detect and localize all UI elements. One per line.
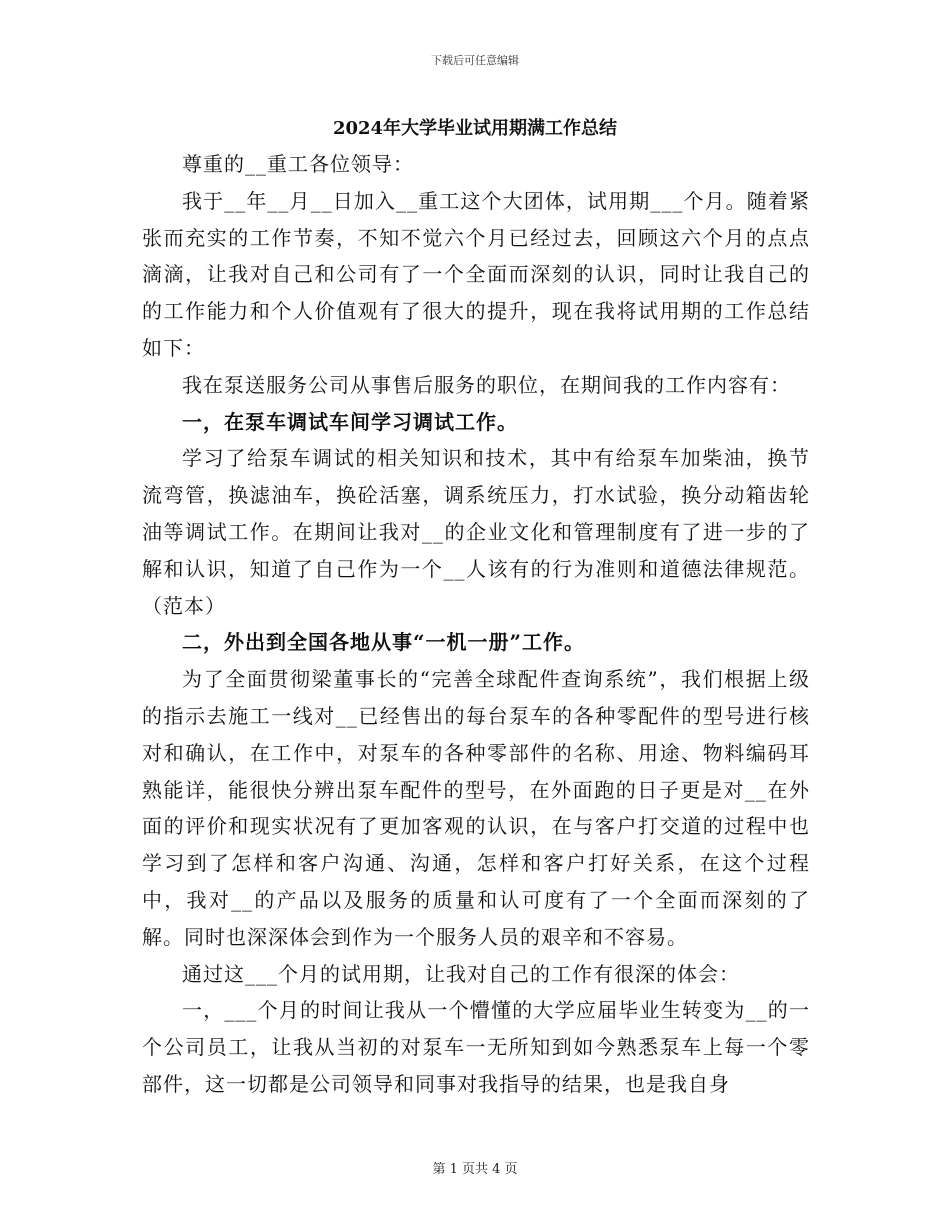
section-heading-2: 二，外出到全国各地从事“一机一册”工作。 [182, 630, 586, 655]
summary-intro-paragraph: 通过这___个月的试用期，让我对自己的工作有很深的体会： [182, 961, 740, 986]
job-paragraph: 我在泵送服务公司从事售后服务的职位，在期间我的工作内容有： [182, 372, 791, 397]
section-heading-1: 一，在泵车调试车间学习调试工作。 [182, 409, 518, 434]
document-body [142, 146, 810, 1103]
summary-point-1-paragraph: 一，___个月的时间让我从一个懵懂的大学应届毕业生转变为__的一个公司员工，让我从当初的对泵车一无所知到如今熟悉泵车上每一个零部件，这一切都是公司领导和同事对我指导的结果，也是我自身 [142, 998, 810, 1096]
intro-paragraph: 我于__年__月__日加入__重工这个大团体，试用期___个月。随着紧张而充实的工作节奏，不知不觉六个月已经过去，回顾这六个月的点点滴滴，让我对自己和公司有了一个全面而深刻的认识，同时让我自己的的工作能力和个人价值观有了很大的提升，现在我将试用期的工作总结如下： [142, 188, 810, 360]
section-2-paragraph: 为了全面贯彻梁董事长的“完善全球配件查询系统”，我们根据上级的指示去施工一线对__已经售出的每台泵车的各种零配件的型号进行核对和确认，在工作中，对泵车的各种零部件的名称、用途、物料编码耳熟能详，能很快分辨出泵车配件的型号，在外面跑的日子更是对__在外面的评价和现实状况有了更加客观的认识，在与客户打交道的过程中也学习到了怎样和客户沟通、沟通，怎样和客户打好关系，在这个过程中，我对__的产品以及服务的质量和认可度有了一个全面而深刻的了解。同时也深深体会到作为一个服务人员的艰辛和不容易。 [142, 667, 810, 949]
page-number: 第 1 页共 4 页 [432, 1162, 518, 1177]
document-title: 2024年大学毕业试用期满工作总结 [332, 118, 618, 139]
page-header: 下载后可任意编辑 [431, 54, 519, 67]
section-1-paragraph: 学习了给泵车调试的相关知识和技术，其中有给泵车加柴油，换节流弯管，换滤油车，换砼活塞，调系统压力，打水试验，换分动箱齿轮油等调试工作。在期间让我对__的企业文化和管理制度有了进一步的了解和认识，知道了自己作为一个__人该有的行为准则和道德法律规范。（范本） [142, 446, 810, 618]
salutation-paragraph: 尊重的__重工各位领导： [182, 152, 414, 176]
